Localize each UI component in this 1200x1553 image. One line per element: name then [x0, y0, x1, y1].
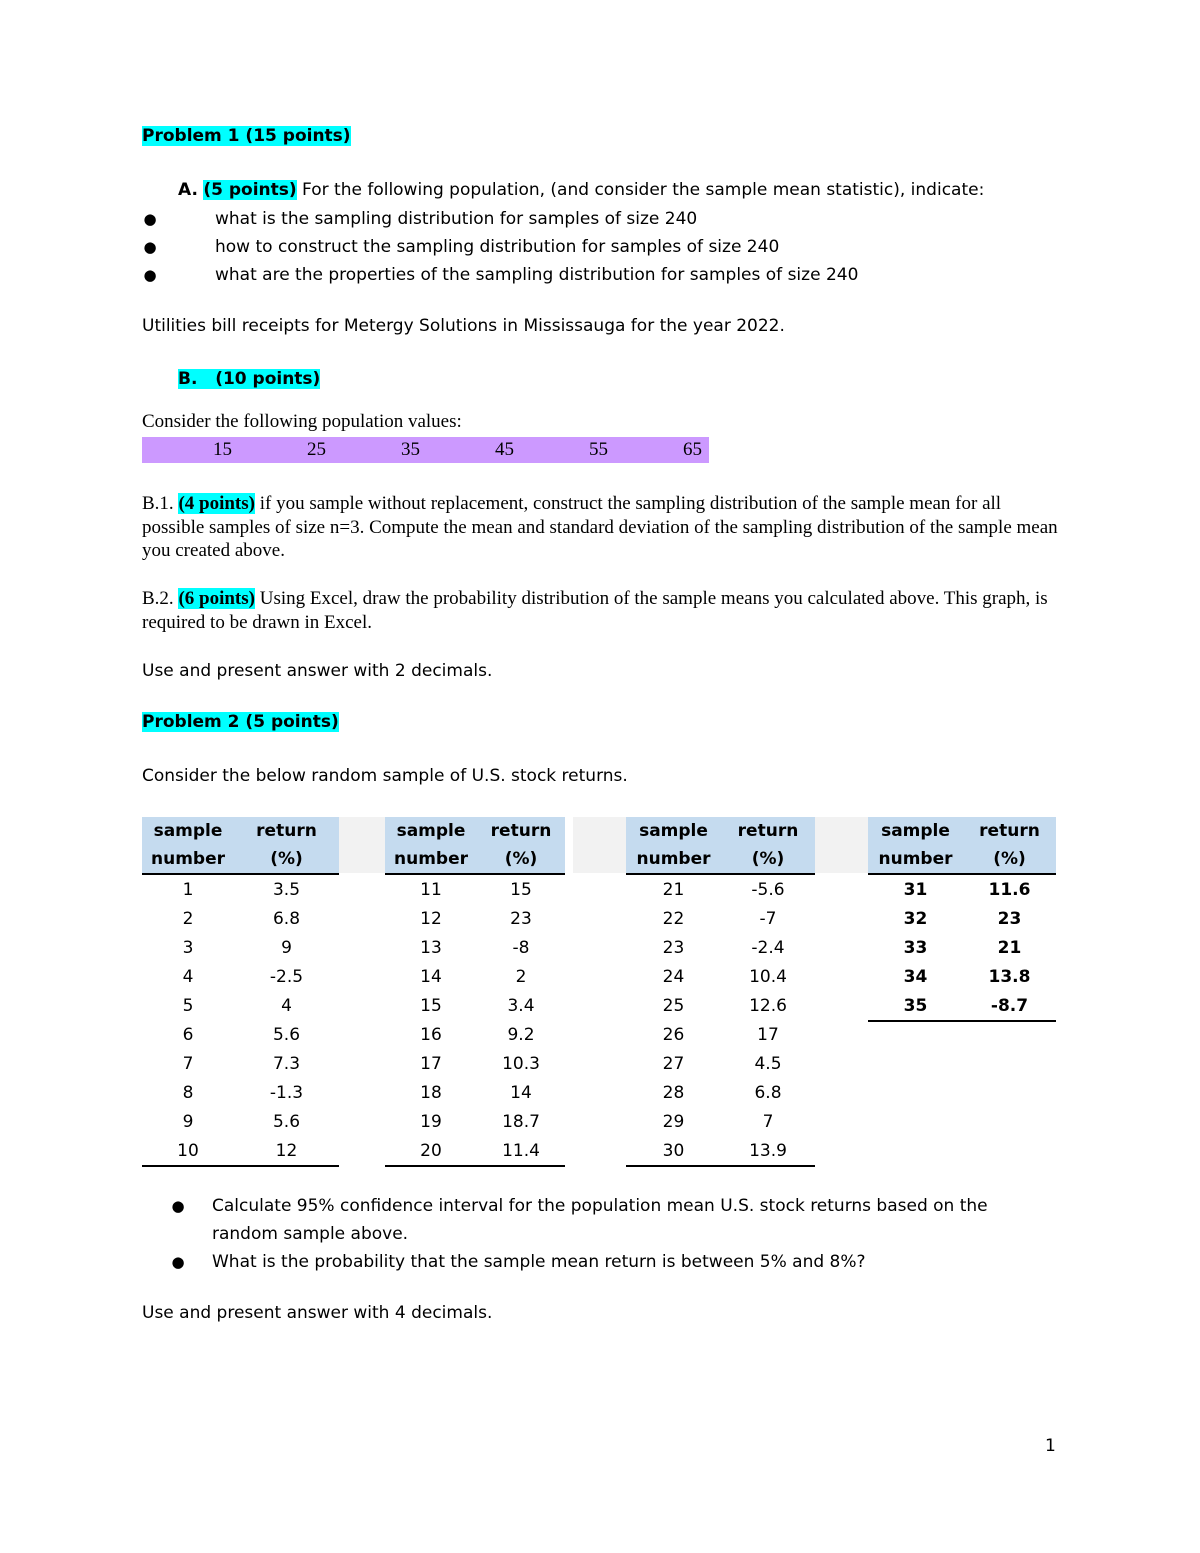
- return-cell: -1.3: [269, 1082, 304, 1103]
- return-cell: 9.2: [507, 1024, 535, 1045]
- part-a-label: A.: [178, 180, 198, 200]
- sample-number-cell: 29: [662, 1111, 685, 1132]
- sample-number-cell: 11: [420, 879, 442, 900]
- list-item: ● what is the sampling distribution for samples of size 240: [140, 205, 858, 233]
- bullet-icon: ●: [171, 1197, 185, 1215]
- part-b1-text: if you sample without replacement, construct the sampling distribution of the sample mean for all possible samples of size n=3. Compute the mean and standard deviation of the sampling distribution of the sample mean you created above.: [142, 493, 1058, 561]
- sample-number-cell: 15: [420, 995, 442, 1016]
- population-value: 45: [495, 439, 514, 460]
- page-number: 1: [1045, 1436, 1056, 1456]
- sample-number-cell: 9: [182, 1111, 194, 1132]
- table-row: [626, 904, 815, 933]
- sample-number-cell: 22: [662, 908, 685, 929]
- table-row: [142, 874, 339, 904]
- table-row: [626, 1107, 815, 1136]
- table-row: [385, 874, 565, 904]
- part-b1-points: (4 points): [178, 493, 255, 514]
- return-cell: 3.4: [507, 995, 535, 1016]
- part-b2-label: B.2.: [142, 588, 174, 609]
- table-row: [142, 1020, 339, 1049]
- list-item: ● what are the properties of the sampling distribution for samples of size 240: [140, 261, 858, 289]
- return-cell: 11.6: [988, 879, 1031, 900]
- table-row: [868, 991, 1056, 1021]
- population-value: 25: [307, 439, 326, 460]
- table-row: [385, 1020, 565, 1049]
- return-cell: 10.4: [749, 966, 787, 987]
- bullet-icon: ●: [143, 210, 157, 228]
- header-return: return (%): [234, 817, 339, 874]
- sample-number-cell: 14: [420, 966, 442, 987]
- part-a-text: For the following population, (and consider the sample mean statistic), indicate:: [296, 180, 985, 200]
- sample-number-cell: 3: [182, 937, 194, 958]
- sample-number-cell: 7: [182, 1053, 194, 1074]
- list-item: ● Calculate 95% confidence interval for the population mean U.S. stock returns based on the random sample above.: [168, 1192, 1048, 1248]
- sample-number-cell: 16: [420, 1024, 442, 1045]
- return-cell: -8.7: [963, 991, 1056, 1021]
- part-b-heading: [178, 369, 320, 389]
- sample-number-cell: 21: [662, 879, 685, 900]
- table-row: [142, 991, 339, 1020]
- return-cell: 4: [281, 995, 292, 1016]
- table-row: [868, 962, 1056, 991]
- return-cell: 3.5: [272, 879, 301, 900]
- table-row: [142, 962, 339, 991]
- table-header-row: [626, 817, 815, 874]
- sample-number-cell: 26: [662, 1024, 685, 1045]
- problem2-intro: Consider the below random sample of U.S. stock returns.: [142, 766, 628, 786]
- sample-number-cell: 23: [662, 937, 685, 958]
- table-row: [385, 1107, 565, 1136]
- part-b2-text: Using Excel, draw the probability distribution of the sample means you calculated above. This graph, is required to be drawn in Excel.: [142, 588, 1048, 633]
- list-item: ● What is the probability that the sample mean return is between 5% and 8%?: [168, 1248, 1048, 1276]
- table-header-row: [385, 817, 565, 874]
- sample-number-cell: 30: [626, 1136, 721, 1166]
- population-value: 55: [589, 439, 608, 460]
- population-value: 35: [401, 439, 420, 460]
- table-row: [626, 874, 815, 904]
- return-cell: 4.5: [754, 1053, 782, 1074]
- table-row: [626, 962, 815, 991]
- return-cell: 11.4: [477, 1136, 565, 1166]
- part-b1-paragraph: [142, 492, 1062, 563]
- table-row: [385, 1136, 565, 1166]
- part-b1-label: B.1.: [142, 493, 174, 514]
- part-a-bullets: [140, 205, 858, 289]
- sample-number-cell: 33: [903, 937, 928, 958]
- return-cell: 10.3: [502, 1053, 540, 1074]
- return-cell: 12.6: [749, 995, 787, 1016]
- return-cell: 7: [762, 1111, 774, 1132]
- return-cell: 6.8: [272, 908, 301, 929]
- part-b2-points: (6 points): [178, 588, 255, 609]
- part-b-intro: Consider the following population values:: [142, 411, 462, 432]
- sample-number-cell: 28: [662, 1082, 685, 1103]
- sample-number-cell: 19: [420, 1111, 442, 1132]
- table-row: [626, 1136, 815, 1166]
- return-cell: 5.6: [272, 1024, 301, 1045]
- header-return: return (%): [963, 817, 1056, 874]
- population-values-bar: [142, 437, 709, 463]
- sample-number-cell: 31: [903, 879, 928, 900]
- return-cell: 2: [515, 966, 527, 987]
- return-cell: 5.6: [272, 1111, 301, 1132]
- table-row: [142, 1107, 339, 1136]
- return-cell: -5.6: [751, 879, 785, 900]
- sample-number-cell: 1: [182, 879, 194, 900]
- part-b2-paragraph: [142, 587, 1062, 634]
- part-b-label: B.: [178, 369, 198, 389]
- problem2-heading: Problem 2 (5 points): [142, 712, 339, 732]
- return-cell: 18.7: [502, 1111, 540, 1132]
- return-cell: -2.4: [751, 937, 785, 958]
- table-row: [626, 1078, 815, 1107]
- sample-number-cell: 25: [662, 995, 685, 1016]
- sample-number-cell: 24: [662, 966, 685, 987]
- sample-number-cell: 13: [420, 937, 442, 958]
- table-row: [385, 1078, 565, 1107]
- sample-number-cell: 2: [182, 908, 194, 929]
- returns-table-2: [385, 817, 565, 1167]
- problem2-bullets: [168, 1192, 1048, 1276]
- sample-number-cell: 10: [142, 1136, 234, 1166]
- table-row: [868, 933, 1056, 962]
- part-b-points: (10 points): [215, 369, 321, 389]
- header-return: return (%): [477, 817, 565, 874]
- header-return: return (%): [721, 817, 815, 874]
- table-row: [385, 991, 565, 1020]
- return-cell: 21: [997, 937, 1022, 958]
- return-cell: 15: [510, 879, 532, 900]
- return-cell: 17: [757, 1024, 779, 1045]
- returns-table-3: [626, 817, 815, 1167]
- return-cell: 23: [510, 908, 532, 929]
- population-value: 15: [213, 439, 232, 460]
- return-cell: 23: [997, 908, 1022, 929]
- table-row: [142, 933, 339, 962]
- returns-table-1: [142, 817, 339, 1167]
- sample-number-cell: 18: [420, 1082, 442, 1103]
- population-value: 65: [683, 439, 702, 460]
- return-cell: -8: [512, 937, 530, 958]
- header-sample-number: sample number: [868, 817, 963, 874]
- list-item: ● how to construct the sampling distribution for samples of size 240: [140, 233, 858, 261]
- table-header-row: [142, 817, 339, 874]
- part-a-line: [178, 180, 984, 200]
- table-gap-shade: [573, 817, 626, 873]
- table-row: [385, 904, 565, 933]
- table-row: [626, 933, 815, 962]
- table-row: [142, 1136, 339, 1166]
- sample-number-cell: 5: [182, 995, 194, 1016]
- table-row: [626, 1020, 815, 1049]
- return-cell: -7: [759, 908, 777, 929]
- sample-number-cell: 34: [903, 966, 928, 987]
- sample-number-cell: 12: [420, 908, 442, 929]
- table-row: [868, 874, 1056, 904]
- table-row: [142, 904, 339, 933]
- problem1-heading: Problem 1 (15 points): [142, 126, 351, 146]
- sample-number-cell: 20: [385, 1136, 477, 1166]
- bullet-icon: ●: [171, 1253, 185, 1271]
- table-gap-shade: [815, 817, 868, 873]
- part-a-points: (5 points): [203, 180, 297, 200]
- sample-number-cell: 32: [903, 908, 928, 929]
- table-header-row: [868, 817, 1056, 874]
- return-cell: 14: [510, 1082, 532, 1103]
- table-row: [385, 933, 565, 962]
- table-row: [142, 1078, 339, 1107]
- bullet-icon: ●: [143, 266, 157, 284]
- table-row: [385, 1049, 565, 1078]
- problem2-decimals-note: Use and present answer with 4 decimals.: [142, 1303, 493, 1323]
- table-row: [868, 904, 1056, 933]
- population-description: Utilities bill receipts for Metergy Solutions in Mississauga for the year 2022.: [142, 316, 785, 336]
- problem1-decimals-note: Use and present answer with 2 decimals.: [142, 661, 493, 681]
- bullet-icon: ●: [143, 238, 157, 256]
- return-cell: 9: [281, 937, 292, 958]
- header-sample-number: sample number: [626, 817, 721, 874]
- return-cell: 6.8: [754, 1082, 782, 1103]
- header-sample-number: sample number: [142, 817, 234, 874]
- sample-number-cell: 8: [182, 1082, 194, 1103]
- return-cell: 13.8: [988, 966, 1031, 987]
- return-cell: -2.5: [269, 966, 304, 987]
- returns-table-4: [868, 817, 1056, 1022]
- sample-number-cell: 4: [182, 966, 194, 987]
- return-cell: 7.3: [272, 1053, 301, 1074]
- sample-number-cell: 6: [182, 1024, 194, 1045]
- sample-number-cell: 35: [868, 991, 963, 1021]
- table-row: [626, 1049, 815, 1078]
- table-row: [142, 1049, 339, 1078]
- table-row: [385, 962, 565, 991]
- header-sample-number: sample number: [385, 817, 477, 874]
- sample-number-cell: 17: [420, 1053, 442, 1074]
- return-cell: 12: [234, 1136, 339, 1166]
- table-row: [626, 991, 815, 1020]
- return-cell: 13.9: [721, 1136, 815, 1166]
- sample-number-cell: 27: [662, 1053, 685, 1074]
